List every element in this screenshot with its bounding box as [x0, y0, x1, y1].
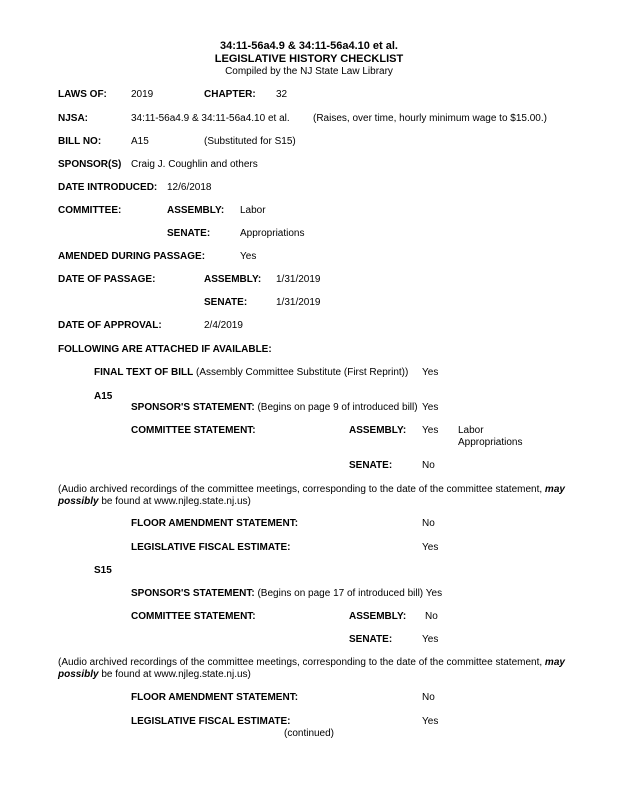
date-introduced-value: 12/6/2018	[167, 182, 212, 193]
final-text-row	[94, 367, 408, 379]
a15-audio-emph: may possibly	[58, 484, 565, 507]
passage-senate-label: SENATE:	[204, 297, 248, 308]
amended-value: Yes	[240, 251, 257, 262]
chapter-label: CHAPTER:	[204, 89, 256, 100]
committee-assembly-value: Labor	[240, 205, 266, 216]
a15-sponsor-label: SPONSOR'S STATEMENT:	[131, 402, 255, 413]
bill-no-label: BILL NO:	[58, 136, 102, 147]
s15-senate-label: SENATE:	[349, 634, 393, 645]
s15-audio-suffix: be found at www.njleg.state.nj.us)	[98, 669, 251, 680]
a15-floor-value: No	[422, 518, 435, 529]
s15-audio-note	[58, 657, 598, 681]
a15-assembly-committee-2: Appropriations	[458, 437, 523, 448]
s15-floor-value: No	[422, 692, 435, 703]
s15-sponsor-row	[131, 588, 442, 600]
bill-no-note: (Substituted for S15)	[204, 136, 296, 147]
attached-heading: FOLLOWING ARE ATTACHED IF AVAILABLE:	[58, 344, 272, 355]
s15-label: S15	[94, 565, 112, 576]
a15-label: A15	[94, 391, 113, 402]
a15-assembly-label: ASSEMBLY:	[349, 425, 407, 436]
committee-senate-label: SENATE:	[167, 228, 211, 239]
laws-of-label: LAWS OF:	[58, 89, 107, 100]
njsa-label: NJSA:	[58, 113, 89, 124]
a15-sponsor-value: Yes	[422, 402, 439, 413]
a15-audio-suffix: be found at www.njleg.state.nj.us)	[98, 496, 251, 507]
a15-senate-label: SENATE:	[349, 460, 393, 471]
s15-audio-prefix: (Audio archived recordings of the committee meetings, corresponding to the date of the committee statement,	[58, 657, 545, 668]
a15-audio-prefix: (Audio archived recordings of the committee meetings, corresponding to the date of the committee statement,	[58, 484, 545, 495]
s15-fiscal-value: Yes	[422, 716, 439, 727]
laws-of-value: 2019	[131, 89, 154, 100]
approval-label: DATE OF APPROVAL:	[58, 320, 162, 331]
passage-senate-value: 1/31/2019	[276, 297, 321, 308]
chapter-value: 32	[276, 89, 288, 100]
committee-label: COMMITTEE:	[58, 205, 122, 216]
s15-audio-emph: may possibly	[58, 657, 565, 680]
page-subtitle: LEGISLATIVE HISTORY CHECKLIST	[214, 53, 404, 65]
a15-sponsor-row	[131, 402, 418, 414]
final-text-value: Yes	[422, 367, 439, 378]
s15-assembly-label: ASSEMBLY:	[349, 611, 407, 622]
sponsors-value: Craig J. Coughlin and others	[131, 159, 258, 170]
a15-fiscal-value: Yes	[422, 542, 439, 553]
s15-assembly-value: No	[425, 611, 438, 622]
committee-senate-value: Appropriations	[240, 228, 305, 239]
a15-fiscal-label: LEGISLATIVE FISCAL ESTIMATE:	[131, 542, 291, 553]
committee-assembly-label: ASSEMBLY:	[167, 205, 225, 216]
a15-audio-note	[58, 484, 598, 508]
page-title: 34:11-56a4.9 & 34:11-56a4.10 et al.	[220, 40, 398, 52]
njsa-note: (Raises, over time, hourly minimum wage to $15.00.)	[313, 113, 547, 124]
s15-fiscal-label: LEGISLATIVE FISCAL ESTIMATE:	[131, 716, 291, 727]
a15-senate-value: No	[422, 460, 435, 471]
final-text-note: (Assembly Committee Substitute (First Reprint))	[196, 367, 409, 378]
sponsors-label: SPONSOR(S)	[58, 159, 122, 170]
passage-assembly-label: ASSEMBLY:	[204, 274, 262, 285]
bill-no-value: A15	[131, 136, 149, 147]
s15-senate-value: Yes	[422, 634, 439, 645]
njsa-value: 34:11-56a4.9 & 34:11-56a4.10 et al.	[131, 113, 290, 124]
a15-sponsor-note: (Begins on page 9 of introduced bill)	[257, 402, 418, 413]
amended-label: AMENDED DURING PASSAGE:	[58, 251, 206, 262]
a15-committee-label: COMMITTEE STATEMENT:	[131, 425, 256, 436]
continued-note: (continued)	[283, 728, 335, 739]
approval-value: 2/4/2019	[204, 320, 243, 331]
a15-floor-label: FLOOR AMENDMENT STATEMENT:	[131, 518, 299, 529]
a15-assembly-committee-1: Labor	[458, 425, 484, 436]
date-introduced-label: DATE INTRODUCED:	[58, 182, 158, 193]
compiled-by: Compiled by the NJ State Law Library	[225, 66, 393, 77]
s15-committee-label: COMMITTEE STATEMENT:	[131, 611, 256, 622]
s15-sponsor-label: SPONSOR'S STATEMENT:	[131, 588, 255, 599]
passage-assembly-value: 1/31/2019	[276, 274, 321, 285]
passage-label: DATE OF PASSAGE:	[58, 274, 156, 285]
a15-assembly-value: Yes	[422, 425, 439, 436]
s15-sponsor-value: Yes	[425, 588, 443, 599]
s15-floor-label: FLOOR AMENDMENT STATEMENT:	[131, 692, 299, 703]
s15-sponsor-note: (Begins on page 17 of introduced bill)	[257, 588, 424, 599]
final-text-label: FINAL TEXT OF BILL	[94, 367, 194, 378]
